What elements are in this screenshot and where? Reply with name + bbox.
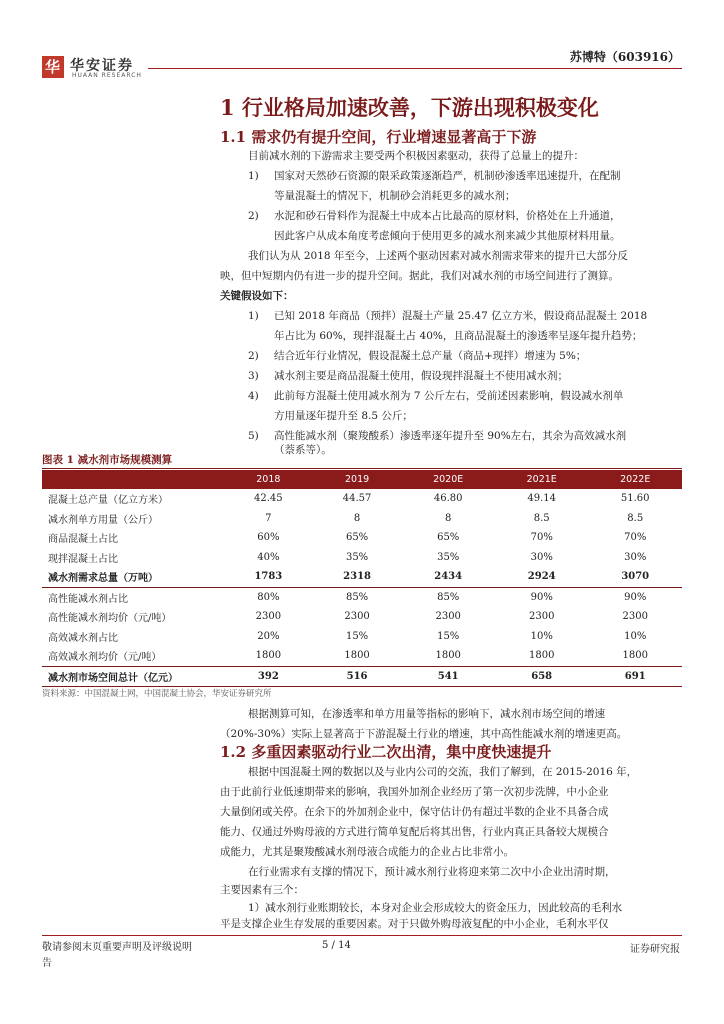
logo-text-cn: 华安证券: [70, 58, 134, 74]
table-cell: 2300: [528, 611, 555, 623]
row-label: 减水剂需求总量（万吨）: [42, 567, 224, 587]
s12-para3-line1: 1）减水剂行业账期较长，本身对企业会形成较大的资金压力，因此较高的毛利水: [248, 902, 623, 914]
table-cell: 1800: [224, 646, 313, 666]
table-row: [42, 607, 682, 627]
table-cell: 90%: [624, 591, 647, 603]
table-cell: 44.57: [342, 493, 372, 505]
table-row-total: [42, 666, 682, 687]
s12-line4: 能力、仅通过外购母液的方式进行简单复配后将其出售，行业内真正具备较大规模合: [220, 826, 609, 838]
assumptions-title: 关键假设如下：: [220, 290, 294, 302]
table-cell: 15%: [345, 630, 369, 642]
s12-line2: 由于此前行业低速期带来的影响，我国外加剂企业经历了第一次初步洗牌，中小企业: [220, 786, 609, 798]
s12-line3: 大量倒闭或关停。在余下的外加剂企业中，保守估计仍有超过半数的企业不具备合成: [220, 806, 609, 818]
table-header-cell: 2021E: [495, 470, 589, 489]
footer-disclaimer-line2: 告: [42, 958, 52, 969]
section-1-2-title: 1.2 多重因素驱动行业二次出清，集中度快速提升: [220, 743, 552, 761]
table-cell: 30%: [530, 551, 553, 563]
table-cell: 1800: [495, 646, 589, 666]
section-1-title: 1 行业格局加速改善，下游出现积极变化: [220, 95, 599, 120]
table-header-cell: 2019: [313, 470, 402, 489]
table-source-note: 资料来源：中国混凝土网，中国混凝土协会，华安证券研究所: [42, 689, 272, 699]
driver-1-line2: 等量混凝土的情况下，机制砂会消耗更多的减水剂；: [274, 190, 516, 202]
table-cell: 2300: [435, 611, 461, 623]
table-cell: 8: [445, 512, 452, 524]
table-cell: 70%: [530, 532, 553, 544]
assumption-1-line1: 已知 2018 年商品（预拌）混凝土产量 25.47 亿立方米，假设商品混凝土 2018: [274, 310, 648, 322]
table-cell: 541: [401, 666, 495, 687]
footer-disclaimer-line1: 敬请参阅末页重要声明及评级说明: [42, 942, 192, 953]
assumption-4-line2: 方用量逐年提升至 8.5 公斤；: [274, 410, 413, 422]
table-cell: 49.14: [527, 493, 557, 505]
table-cell: 2924: [495, 567, 589, 587]
table-cell: 2318: [313, 567, 402, 587]
table-row: [42, 548, 682, 568]
footer-disclaimer: [42, 940, 212, 972]
row-label: 减水剂市场空间总计（亿元）: [42, 666, 224, 687]
table-cell: 85%: [437, 591, 460, 603]
table-cell: 10%: [624, 630, 647, 642]
market-size-table: [42, 470, 682, 687]
table-cell: 70%: [624, 532, 647, 544]
table-cell: 392: [224, 666, 313, 687]
table-row: [42, 489, 682, 509]
assumption-1-num: 1): [248, 310, 259, 322]
table-cell: 1800: [588, 646, 682, 666]
table-cell: 10%: [530, 630, 553, 642]
conclusion-line2: （20%-30%）实际上显著高于下游混凝土行业的增速，其中高性能减水剂的增速更高。: [220, 728, 628, 740]
company-ticker: 苏博特（603916）: [569, 50, 680, 64]
table-cell: 15%: [437, 630, 460, 642]
table-top-rule: [42, 468, 682, 469]
table-cell: 691: [588, 666, 682, 687]
table-cell: 90%: [530, 591, 553, 603]
driver-1-num: 1): [248, 170, 259, 182]
table-cell: 2434: [401, 567, 495, 587]
intro-text: 目前减水剂的下游需求主要受两个积极因素驱动，获得了总量上的提升：: [248, 150, 584, 162]
section-1-1-title: 1.1 需求仍有提升空间，行业增速显著高于下游: [220, 128, 537, 146]
table-header-row: [42, 470, 682, 489]
table-cell: 1800: [401, 646, 495, 666]
driver-1-line1: 国家对天然砂石资源的限采政策逐渐趋严，机制砂渗透率迅速提升，在配制: [274, 170, 621, 182]
assumption-2-line1: 结合近年行业情况，假设混凝土总产量（商品+现拌）增速为 5%；: [274, 350, 587, 362]
table-cell: 8.5: [627, 512, 644, 524]
table-cell: 42.45: [254, 493, 283, 505]
row-label: 高性能减水剂占比: [48, 593, 128, 605]
table-cell: 46.80: [433, 493, 463, 505]
logo-glyph: 华: [45, 58, 61, 76]
table-cell: 40%: [257, 551, 280, 563]
table-row: [42, 646, 682, 666]
table-cell: 8: [353, 512, 361, 524]
table-header-cell: 2022E: [588, 470, 682, 489]
table-row-subtotal: [42, 567, 682, 587]
table-cell: 35%: [345, 551, 369, 563]
table-cell: 80%: [257, 591, 280, 603]
table-cell: 2300: [255, 611, 282, 623]
assumption-2-num: 2): [248, 350, 259, 362]
header-divider: [148, 68, 682, 69]
table-header-cell: [42, 470, 224, 489]
table-cell: 1800: [313, 646, 402, 666]
para-1-line2: 映，但中短期内仍有进一步的提升空间。据此，我们对减水剂的市场空间进行了测算。: [220, 270, 619, 282]
row-label: 商品混凝土占比: [48, 534, 118, 546]
s12-line1: 根据中国混凝土网的数据以及与业内公司的交流，我们了解到，在 2015-2016 年，: [248, 766, 638, 778]
logo-text-en: HUAAN RESEARCH: [72, 72, 142, 79]
table-cell: 658: [495, 666, 589, 687]
assumption-5-num: 5): [248, 430, 259, 442]
table-row: [42, 587, 682, 607]
driver-2-num: 2): [248, 210, 259, 222]
table-cell: 65%: [437, 532, 460, 544]
assumption-4-line1: 此前每方混凝土使用减水剂为 7 公斤左右，受前述因素影响，假设减水剂单: [274, 390, 624, 402]
footer-report-type: 证券研究报: [630, 944, 680, 955]
assumption-5-line1: 高性能减水剂（聚羧酸系）渗透率逐年提升至 90%左右，其余为高效减水剂: [274, 430, 627, 442]
para-1-line1: 我们认为从 2018 年至今，上述两个驱动因素对减水剂需求带来的提升已大部分反: [248, 250, 628, 262]
table-cell: 7: [265, 512, 272, 524]
driver-2-line1: 水泥和砂石骨料作为混凝土中成本占比最高的原材料，价格处在上升通道，: [274, 210, 621, 222]
assumption-3-line1: 减水剂主要是商品混凝土使用，假设现拌混凝土不使用减水剂；: [274, 370, 568, 382]
table-cell: 60%: [257, 532, 280, 544]
table-cell: 3070: [588, 567, 682, 587]
row-label: 高效减水剂占比: [48, 632, 118, 644]
table-header-cell: 2018: [224, 470, 313, 489]
table-cell: 51.60: [620, 493, 650, 505]
table-title: 图表 1 减水剂市场规模测算: [42, 454, 173, 466]
table-cell: 35%: [437, 551, 460, 563]
table-cell: 85%: [345, 591, 369, 603]
s12-para3-line2: 平是支撑企业生存发展的重要因素。对于只做外购母液复配的中小企业，毛利水平仅: [220, 918, 609, 930]
table-header-cell: 2020E: [401, 470, 495, 489]
footer-divider: [42, 935, 682, 936]
assumption-4-num: 4): [248, 390, 259, 402]
table-cell: 516: [313, 666, 402, 687]
assumption-1-line2: 年占比为 60%，现拌混凝土占 40%，且商品混凝土的渗透率呈逐年提升趋势；: [274, 330, 643, 342]
assumption-3-num: 3): [248, 370, 259, 382]
s12-line5: 成能力，尤其是聚羧酸减水剂母液合成能力的企业占比非常小。: [220, 846, 514, 858]
table-cell: 2300: [344, 611, 370, 623]
table-cell: 20%: [257, 630, 280, 642]
assumption-5-line2: （萘系等）。: [274, 444, 332, 456]
table-cell: 8.5: [533, 512, 550, 524]
row-label: 混凝土总产量（亿立方米）: [48, 495, 168, 507]
row-label: 高性能减水剂均价（元/吨）: [48, 613, 172, 625]
table-row: [42, 627, 682, 647]
page-number: 5 / 14: [322, 940, 351, 951]
row-label: 现拌混凝土占比: [48, 553, 118, 565]
table-cell: 30%: [624, 551, 647, 563]
conclusion-line1: 根据测算可知，在渗透率和单方用量等指标的影响下，减水剂市场空间的增速: [248, 708, 605, 720]
row-label: 减水剂单方用量（公斤）: [48, 514, 158, 526]
table-cell: 2300: [622, 611, 648, 623]
driver-2-line2: 因此客户从成本角度考虑倾向于使用更多的减水剂来减少其他原材料用量。: [274, 230, 621, 242]
s12-para2-line2: 主要因素有三个：: [220, 884, 304, 896]
table-row: [42, 509, 682, 529]
table-cell: 65%: [345, 532, 369, 544]
row-label: 高效减水剂均价（元/吨）: [42, 646, 224, 666]
s12-para2-line1: 在行业需求有支撑的情况下，预计减水剂行业将迎来第二次中小企业出清时期，: [248, 866, 616, 878]
table-cell: 1783: [224, 567, 313, 587]
table-row: [42, 528, 682, 548]
